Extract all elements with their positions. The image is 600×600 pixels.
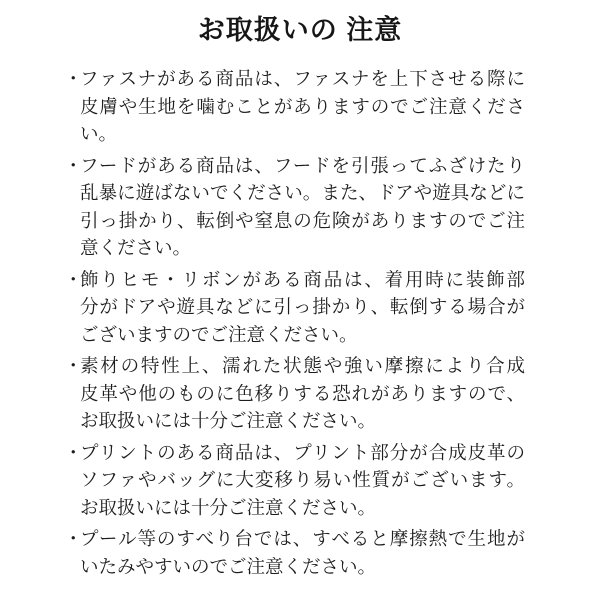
item-lines [80, 352, 525, 435]
list-item [64, 65, 525, 148]
list-item [64, 525, 525, 580]
notice-line: 意ください。 [80, 237, 192, 258]
item-lines [80, 525, 525, 580]
notice-line: お取扱いには十分ご注意ください。 [80, 410, 377, 431]
notice-line: プール等のすべり台では、すべると摩擦熱で生地が [80, 528, 525, 549]
notice-line: 分がドアや遊具などに引っ掛かり、転倒する場合が [80, 296, 525, 317]
item-lines [80, 65, 525, 148]
list-item [64, 266, 525, 349]
notice-line: ございますのでご注意ください。 [80, 323, 358, 345]
notice-line: フードがある商品は、フードを引張ってふざけたり [80, 154, 525, 176]
bullet-icon: ・ [64, 355, 83, 376]
notice-line: 素材の特性上、濡れた状態や強い摩擦により合成 [80, 355, 525, 376]
notice-line: 引っ掛かり、転倒や窒息の危険がありますのでご注 [80, 209, 525, 231]
page-title: お取扱いの 注意 [197, 15, 403, 45]
notice-list [0, 65, 600, 580]
bullet-icon: ・ [64, 268, 83, 290]
notice-line: いたみやすいのでご注意ください。 [80, 555, 377, 577]
item-lines [80, 152, 525, 262]
notice-line: い。 [80, 123, 118, 144]
item-lines [80, 439, 525, 522]
notice-line: プリントのある商品は、プリント部分が合成皮革の [80, 441, 525, 463]
bullet-icon: ・ [64, 68, 83, 89]
notice-line: お取扱いには十分ご注意ください。 [80, 496, 377, 518]
notice-line: ファスナがある商品は、ファスナを上下させる際に [80, 68, 525, 89]
notice-line: ソファやバッグに大変移り易い性質がございます。 [80, 469, 525, 490]
notice-line: 乱暴に遊ばないでください。また、ドアや遊具などに [80, 182, 525, 203]
bullet-icon: ・ [64, 528, 83, 549]
bullet-icon: ・ [64, 154, 83, 176]
list-item [64, 152, 525, 262]
list-item [64, 439, 525, 522]
notice-line: 皮革や他のものに色移りする恐れがありますので、 [80, 382, 525, 404]
notice-line: 皮膚や生地を噛むことがありますのでご注意くださ [80, 95, 525, 117]
bullet-icon: ・ [64, 441, 83, 463]
item-lines [80, 266, 525, 349]
list-item [64, 352, 525, 435]
notice-line: 飾りヒモ・リボンがある商品は、着用時に装飾部 [80, 268, 525, 290]
